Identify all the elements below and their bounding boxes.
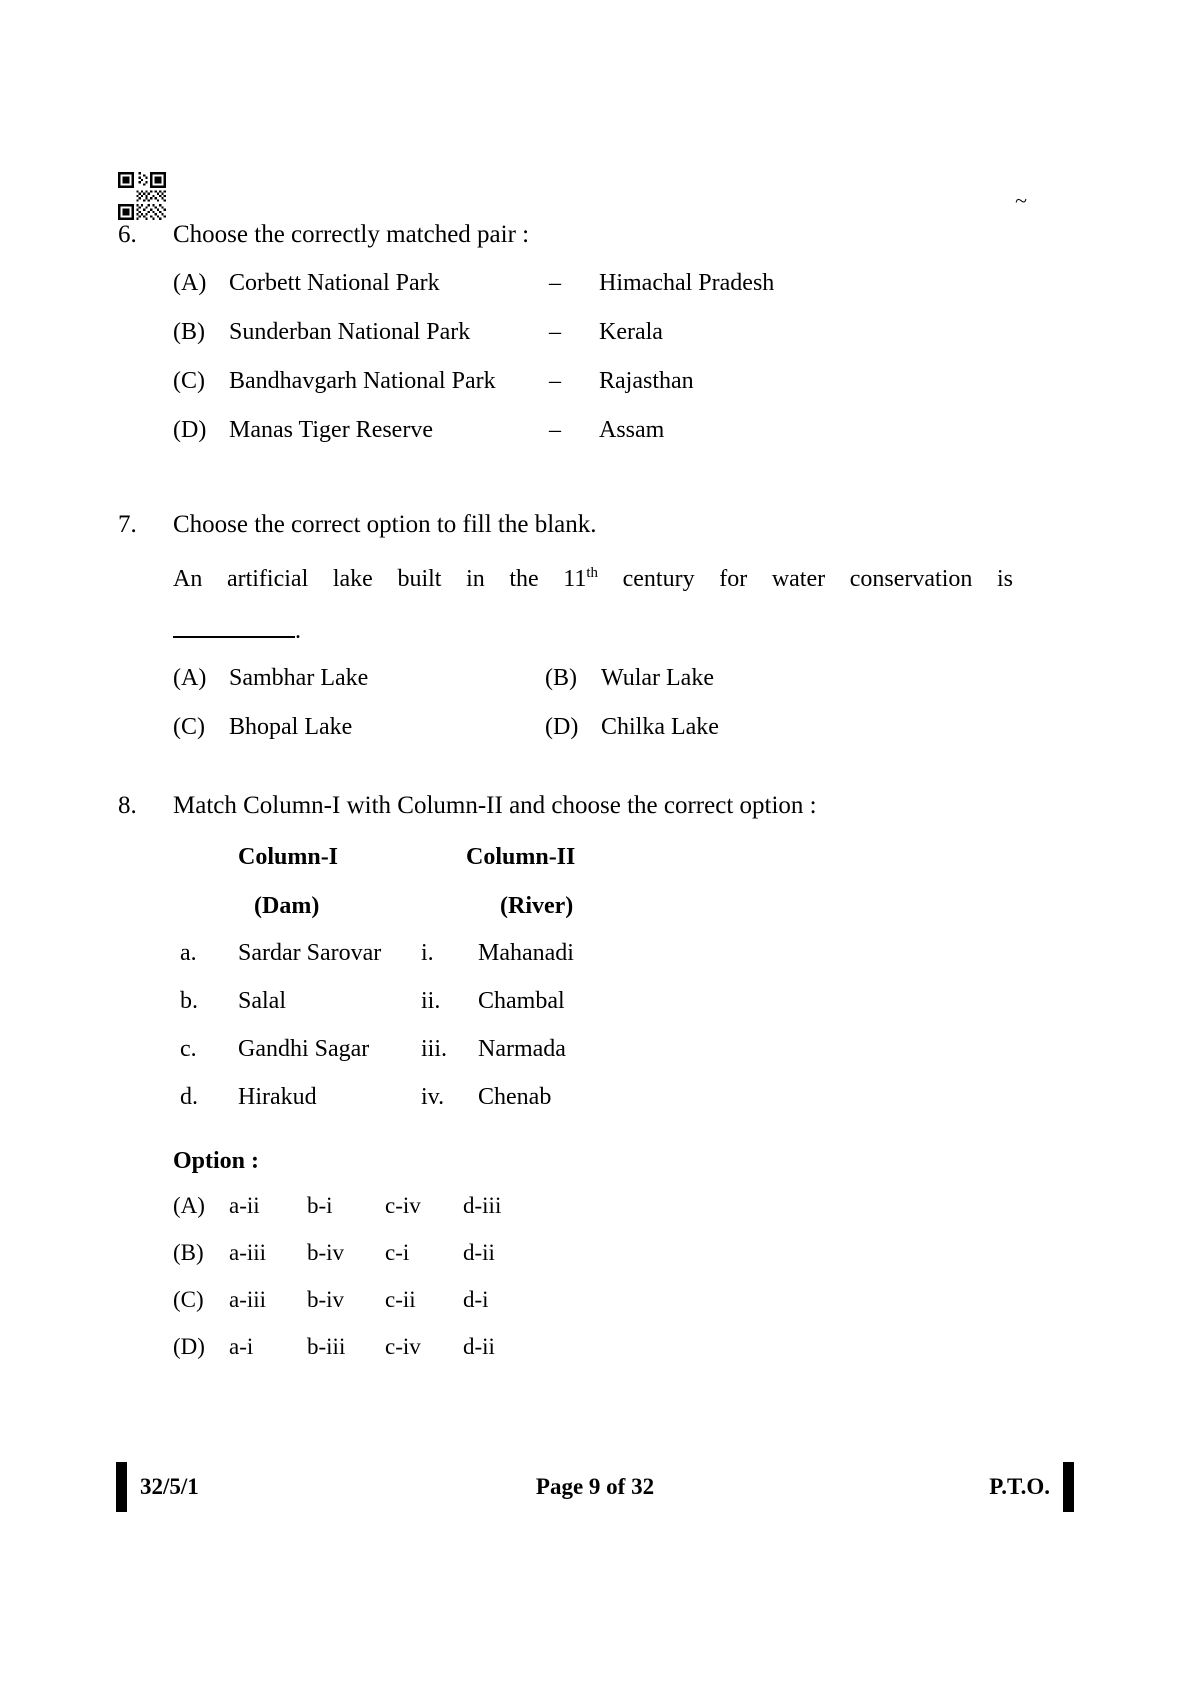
option-tag: (C) (173, 1287, 204, 1312)
option-label: Bhopal Lake (229, 714, 353, 740)
page-number: Page 9 of 32 (535, 1474, 655, 1499)
question-6 (118, 222, 1078, 466)
footer-right-bar (1063, 1462, 1074, 1512)
question-8-match-table (180, 940, 1078, 1132)
match-d: d-i (463, 1287, 489, 1312)
match-river: Mahanadi (478, 940, 574, 966)
sentence-before: An artificial lake built in the 11 (173, 566, 587, 592)
match-dam: Salal (238, 988, 286, 1014)
option-tag: (B) (173, 319, 205, 345)
match-roman: iv. (421, 1084, 445, 1110)
match-key: d. (180, 1084, 198, 1110)
match-row (180, 1036, 1078, 1084)
question-8-option-c[interactable] (173, 1287, 1078, 1334)
match-a: a-iii (229, 1287, 267, 1312)
stray-tilde-mark: ~ (1015, 188, 1027, 213)
question-7-option-a[interactable] (173, 665, 545, 692)
match-a: a-i (229, 1334, 254, 1359)
question-8-option-d[interactable] (173, 1334, 1078, 1381)
match-dam: Hirakud (238, 1084, 317, 1110)
fill-in-blank[interactable] (173, 620, 295, 638)
question-7-options (173, 665, 1078, 763)
column-ii-subtitle: (River) (500, 893, 574, 919)
match-b: b-iv (307, 1240, 345, 1265)
ordinal-suffix: th (586, 565, 598, 581)
page-footer (118, 1462, 1072, 1512)
question-8-option-a[interactable] (173, 1193, 1078, 1240)
question-6-option-b[interactable] (173, 319, 1078, 368)
match-roman: i. (421, 940, 434, 966)
footer-left-bar (116, 1462, 127, 1512)
match-d: d-iii (463, 1193, 502, 1218)
question-7-heading (118, 512, 1078, 537)
question-6-option-c[interactable] (173, 368, 1078, 417)
column-ii-title: Column-II (466, 844, 576, 870)
option-tag: (A) (173, 1193, 205, 1218)
question-7-blank-line (173, 619, 1078, 643)
match-roman: ii. (421, 988, 441, 1014)
question-6-heading (118, 222, 1078, 247)
option-tag: (D) (173, 1334, 205, 1359)
option-dash: – (549, 417, 561, 443)
option-dash: – (549, 270, 561, 296)
match-dam: Sardar Sarovar (238, 940, 382, 966)
question-6-option-d[interactable] (173, 417, 1078, 466)
match-b: b-iii (307, 1334, 346, 1359)
match-river: Narmada (478, 1036, 566, 1062)
option-label: Wular Lake (601, 665, 714, 691)
question-7-text: Choose the correct option to fill the blank. (173, 511, 597, 538)
option-dash: – (549, 319, 561, 345)
question-6-number: 6. (118, 221, 137, 248)
question-7 (118, 512, 1078, 763)
option-left-label: Bandhavgarh National Park (229, 368, 496, 394)
question-6-options (173, 270, 1078, 466)
option-left-label: Sunderban National Park (229, 319, 471, 345)
option-tag: (A) (173, 270, 207, 296)
question-8-column-headers (118, 844, 1078, 920)
sentence-after: century for water conservation is (598, 566, 1013, 592)
option-right-label: Himachal Pradesh (599, 270, 775, 296)
option-tag: (B) (545, 665, 577, 691)
question-7-sentence (173, 567, 1013, 591)
match-c: c-i (385, 1240, 410, 1265)
option-label: Sambhar Lake (229, 665, 369, 691)
match-c: c-iv (385, 1193, 421, 1218)
match-dam: Gandhi Sagar (238, 1036, 370, 1062)
question-8 (118, 793, 1078, 1381)
match-c: c-ii (385, 1287, 416, 1312)
option-tag: (C) (173, 368, 205, 394)
match-a: a-ii (229, 1193, 260, 1218)
match-river: Chenab (478, 1084, 552, 1110)
match-a: a-iii (229, 1240, 267, 1265)
option-right-label: Rajasthan (599, 368, 694, 394)
match-d: d-ii (463, 1334, 495, 1359)
question-8-number: 8. (118, 792, 137, 819)
match-b: b-iv (307, 1287, 345, 1312)
column-i-subtitle: (Dam) (254, 893, 320, 919)
match-key: a. (180, 940, 197, 966)
question-8-option-b[interactable] (173, 1240, 1078, 1287)
question-8-option-label: Option : (173, 1148, 260, 1174)
question-8-heading (118, 793, 1078, 818)
question-8-text: Match Column-I with Column-II and choose the correct option : (173, 792, 817, 819)
option-tag: (C) (173, 714, 205, 740)
match-row (180, 940, 1078, 988)
option-left-label: Manas Tiger Reserve (229, 417, 433, 443)
question-7-option-b[interactable] (545, 665, 714, 692)
match-key: b. (180, 988, 198, 1014)
column-i-title: Column-I (238, 844, 339, 870)
question-6-option-a[interactable] (173, 270, 1078, 319)
match-d: d-ii (463, 1240, 495, 1265)
question-7-options-row-1 (173, 665, 1078, 714)
pto-label: P.T.O. (989, 1474, 1050, 1499)
match-c: c-iv (385, 1334, 421, 1359)
option-tag: (D) (545, 714, 579, 740)
paper-code: 32/5/1 (140, 1474, 199, 1499)
question-8-answer-options (173, 1193, 1078, 1381)
match-row (180, 1084, 1078, 1132)
match-roman: iii. (421, 1036, 448, 1062)
blank-tail: . (295, 618, 301, 644)
question-6-text: Choose the correctly matched pair : (173, 221, 530, 248)
question-7-number: 7. (118, 511, 137, 538)
option-right-label: Assam (599, 417, 665, 443)
question-7-option-d[interactable] (545, 714, 719, 741)
option-tag: (B) (173, 1240, 204, 1265)
option-dash: – (549, 368, 561, 394)
option-right-label: Kerala (599, 319, 663, 345)
match-row (180, 988, 1078, 1036)
qr-code-icon (118, 172, 166, 220)
question-7-options-row-2 (173, 714, 1078, 763)
option-label: Chilka Lake (601, 714, 719, 740)
match-river: Chambal (478, 988, 565, 1014)
match-key: c. (180, 1036, 197, 1062)
question-7-option-c[interactable] (173, 714, 545, 741)
match-b: b-i (307, 1193, 333, 1218)
option-tag: (D) (173, 417, 207, 443)
option-left-label: Corbett National Park (229, 270, 440, 296)
option-tag: (A) (173, 665, 207, 691)
